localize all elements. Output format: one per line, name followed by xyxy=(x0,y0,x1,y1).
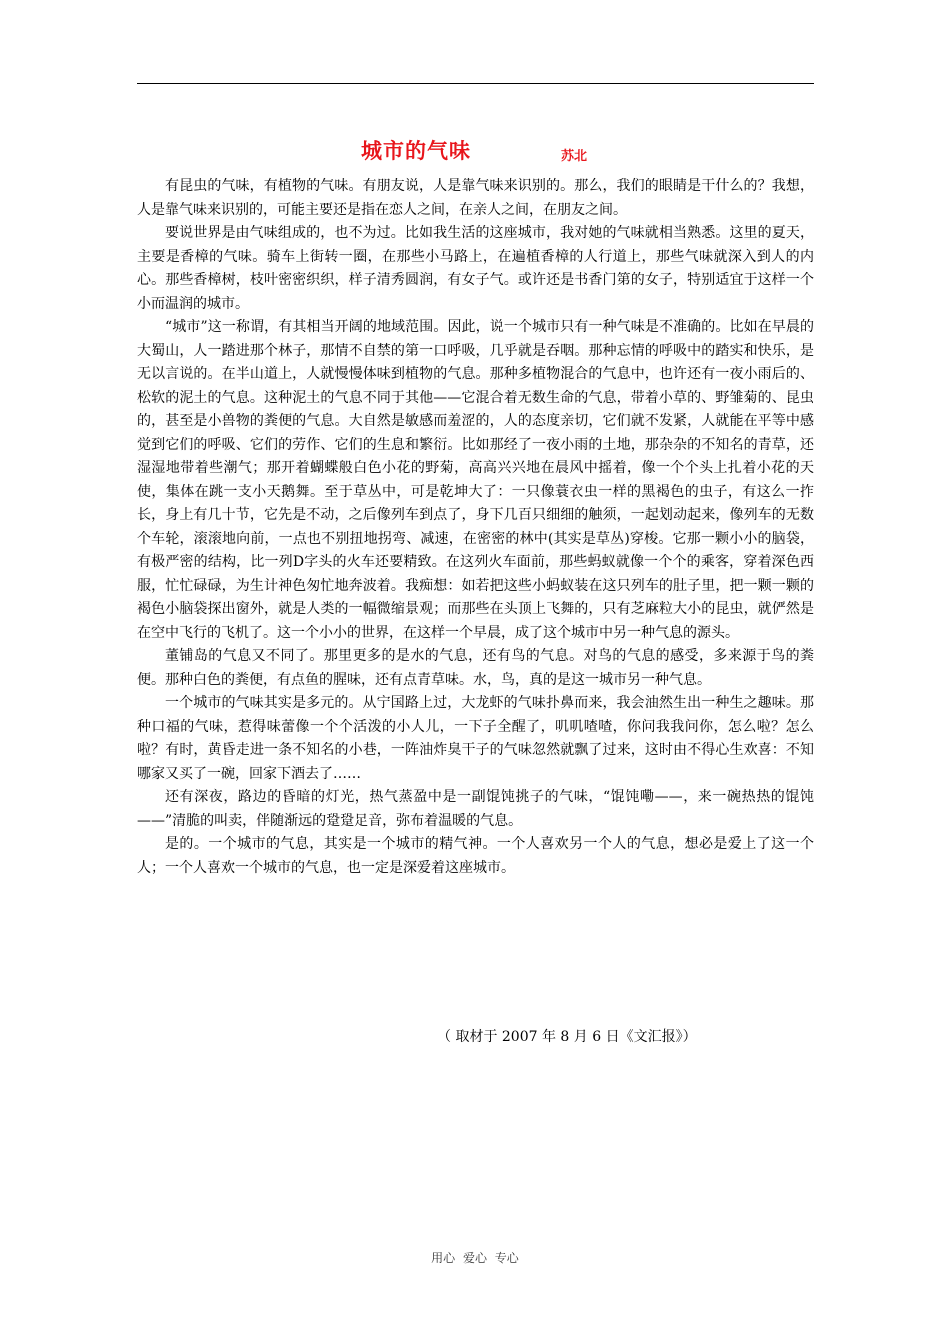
header-rule xyxy=(137,83,814,84)
paragraph: 还有深夜，路边的昏暗的灯光，热气蒸盈中是一副馄饨挑子的气味，“馄饨嘞——，来一碗热热的馄饨——”清脆的叫卖，伴随渐远的跫跫足音，弥布着温暖的气息。 xyxy=(137,789,814,829)
paragraph: 要说世界是由气味组成的，也不为过。比如我生活的这座城市，我对她的气味就相当熟悉。这里的夏天，主要是香樟的气味。骑车上街转一圈，在那些小马路上，在遍植香樟的人行道上，那些气味就深入到人的内心。那些香樟树，枝叶密密织织，样子清秀圆润，有女子气。或许还是书香门第的女子，特别适宜于这样一个小而温润的城市。 xyxy=(137,225,814,312)
paragraph: “城市”这一称谓，有其相当开阔的地域范围。因此，说一个城市只有一种气味是不准确的。比如在早晨的大蜀山，人一踏进那个林子，那情不自禁的第一口呼吸，几乎就是吞咽。那种忘情的呼吸中的踏实和快乐，是无以言说的。在半山道上，人就慢慢体味到植物的气息。那种多植物混合的气息中，也许还有一夜小雨后的、松软的泥土的气息。这种泥土的气息不同于其他——它混合着无数生命的气息，带着小草的、野雏菊的、昆虫的，甚至是小兽物的粪便的气息。大自然是敏感而羞涩的，人的态度亲切，它们就不发紧，人就能在平等中感觉到它们的呼吸、它们的劳作、它们的生息和繁衍。比如那经了一夜小雨的土地，那杂杂的不知名的青草，还湿湿地带着些潮气；那开着蝴蝶般白色小花的野菊，高高兴兴地在晨风中摇着，像一个个头上扎着小花的天使，集体在跳一支小天鹅舞。至于草丛中，可是乾坤大了：一只像蓑衣虫一样的黑褐色的虫子，有这么一拃长，身上有几十节，它先是不动，之后像列车到点了，身下几百只细细的触须，一起划动起来，像列车的无数个车轮，滚滚地向前，一点也不别扭地拐弯、减速，在密密的林中(其实是草丛)穿梭。它那一颗小小的脑袋，有极严密的结构，比一列D字头的火车还要精致。在这列火车面前，那些蚂蚁就像一个个的乘客，穿着深色西服，忙忙碌碌，为生计神色匆忙地奔波着。我痴想：如若把这些小蚂蚁装在这只列车的肚子里，把一颗一颗的褐色小脑袋探出窗外，就是人类的一幅微缩景观；而那些在头顶上飞舞的，只有芝麻粒大小的昆虫，就俨然是在空中飞行的飞机了。这一个小小的世界，在这样一个早晨，成了这个城市中另一种气息的源头。 xyxy=(137,319,814,641)
article-body xyxy=(137,175,814,880)
page-footer: 用心 爱心 专心 xyxy=(431,1251,519,1265)
source-citation: （ 取材于 2007 年 8 月 6 日《文汇报》） xyxy=(437,1029,697,1045)
paragraph: 是的。一个城市的气息，其实是一个城市的精气神。一个人喜欢另一个人的气息，想必是爱上了这一个人；一个人喜欢一个城市的气息，也一定是深爱着这座城市。 xyxy=(137,836,814,876)
article-author: 苏北 xyxy=(561,149,588,164)
paragraph: 一个城市的气味其实是多元的。从宁国路上过，大龙虾的气味扑鼻而来，我会油然生出一种生之趣味。那种口福的气味，惹得味蕾像一个个活泼的小人儿，一下子全醒了，叽叽喳喳，你问我我问你，怎么啦？怎么啦？有时，黄昏走进一条不知名的小巷，一阵油炸臭干子的气味忽然就飘了过来，这时由不得心生欢喜：不知哪家又买了一碗，回家下酒去了…… xyxy=(137,695,814,782)
paragraph: 有昆虫的气味，有植物的气味。有朋友说，人是靠气味来识别的。那么，我们的眼睛是干什么的？我想，人是靠气味来识别的，可能主要还是指在恋人之间，在亲人之间，在朋友之间。 xyxy=(137,178,814,218)
article-title: 城市的气味 xyxy=(361,138,471,163)
paragraph: 董铺岛的气息又不同了。那里更多的是水的气息，还有鸟的气息。对鸟的气息的感受，多来源于鸟的粪便。那种白色的粪便，有点鱼的腥味，还有点青草味。水，鸟，真的是这一城市另一种气息。 xyxy=(137,648,814,688)
title-row xyxy=(137,135,814,167)
